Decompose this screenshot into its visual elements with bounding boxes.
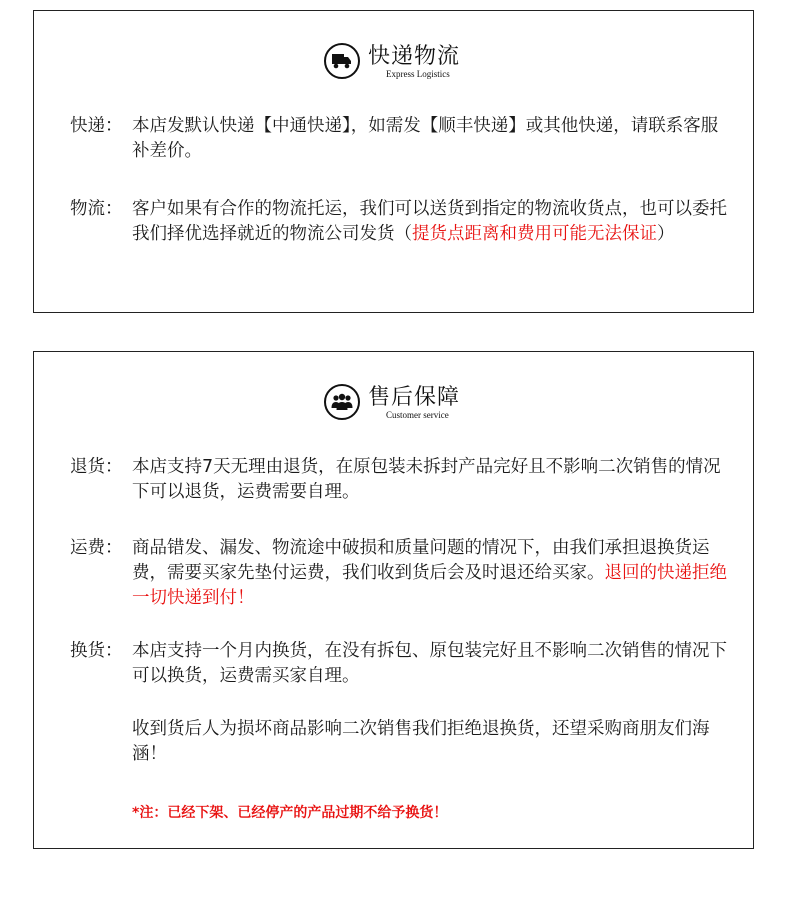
- logistics-main: 客户如果有合作的物流托运，我们可以送货到指定的物流收货点，也可以委托我们择优选择就近的物流公司发货（: [132, 199, 727, 244]
- people-icon: [324, 384, 360, 420]
- shipping-heading: [34, 41, 753, 85]
- logistics-label: 物流：: [70, 199, 123, 219]
- shipping-subtitle: Express Logistics: [386, 69, 450, 79]
- service-panel: [33, 351, 754, 849]
- service-subtitle: Customer service: [386, 410, 449, 420]
- freight-warning: 退回的快递拒绝一切快递到付！: [132, 563, 727, 608]
- freight-main: 商品错发、漏发、物流途中破损和质量问题的情况下，由我们承担退换货运费，需要买家先垫付运费，我们收到货后会及时退还给买家。: [132, 538, 710, 583]
- service-heading: [34, 382, 753, 426]
- returns-label: 退货：: [70, 457, 123, 477]
- no-exchange-note: *注：已经下架、已经停产的产品过期不给予换货！: [132, 805, 448, 821]
- service-title: 售后保障: [368, 385, 461, 410]
- shipping-title: 快递物流: [368, 44, 461, 69]
- damage-text: 收到货后人为损坏商品影响二次销售我们拒绝退换货，还望采购商朋友们海涵！: [132, 719, 710, 764]
- shipping-panel: [33, 10, 754, 313]
- exchange-label: 换货：: [70, 641, 123, 661]
- returns-text: 本店支持7天无理由退货，在原包装未拆封产品完好且不影响二次销售的情况下可以退货，运费需要自理。: [132, 457, 721, 502]
- truck-icon: [324, 43, 360, 79]
- freight-label: 运费：: [70, 538, 123, 558]
- logistics-text: [132, 197, 732, 247]
- exchange-text: 本店支持一个月内换货，在没有拆包、原包装完好且不影响二次销售的情况下可以换货，运费需买家自理。: [132, 641, 727, 686]
- logistics-tail: ）: [657, 224, 675, 244]
- express-label: 快递：: [70, 116, 123, 136]
- express-text: 本店发默认快递【中通快递】，如需发【顺丰快递】或其他快递，请联系客服补差价。: [132, 116, 719, 161]
- freight-text: [132, 536, 732, 611]
- logistics-warning: 提货点距离和费用可能无法保证: [412, 224, 657, 244]
